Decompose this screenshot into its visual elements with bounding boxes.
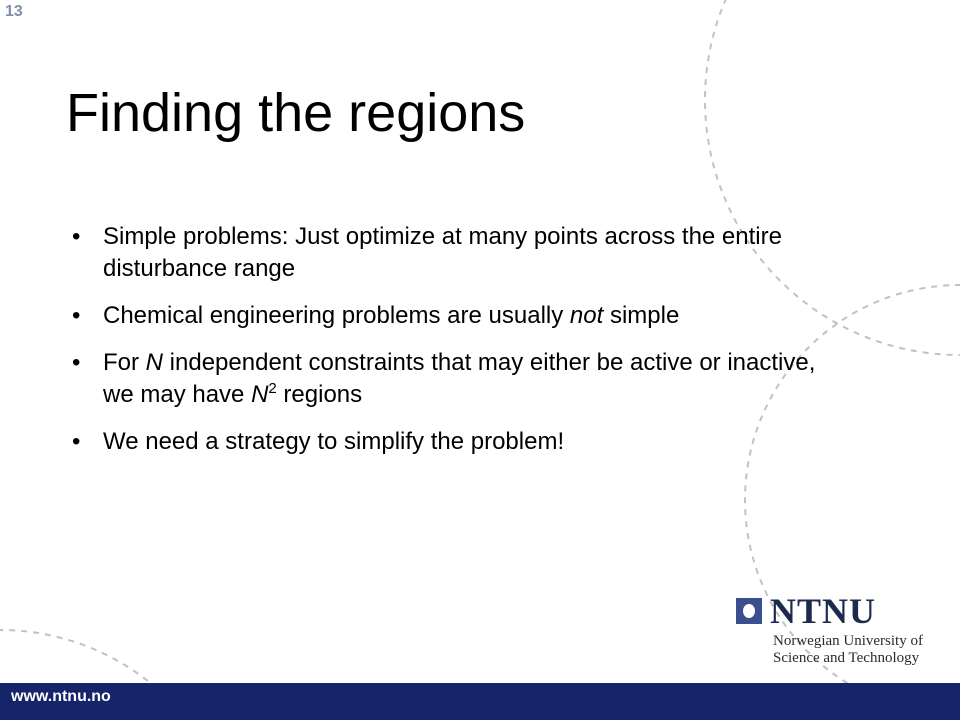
bullet-text: For [103,349,146,376]
slide-title: Finding the regions [66,83,526,143]
ntnu-logo-icon [736,598,762,624]
logo-subtitle [773,633,923,667]
bullet-text: We need a strategy to simplify the problem! [103,428,565,455]
bullet-text: Chemical engineering problems are usually [103,302,570,329]
italic-text: not [569,302,604,329]
italic-text: N [145,349,164,376]
logo-subtitle-line2: Science and Technology [773,650,920,666]
logo-subtitle-line1: Norwegian University of [773,633,923,649]
logo-name: NTNU [770,591,877,631]
superscript: 2 [268,380,277,397]
bullet-text: simple [603,302,680,329]
ntnu-logo [736,591,946,669]
bullet-text: regions [276,381,363,408]
bullet-list [72,221,832,473]
bullet-item [72,300,832,332]
footer-bar [0,683,960,720]
footer-url[interactable]: www.ntnu.no [11,688,111,705]
italic-text: N [251,381,269,408]
bullet-item [72,426,832,458]
bullet-item [72,221,832,285]
slide-number: 13 [5,3,23,20]
bullet-text: independent constraints that may either be active or inactive, we may have [103,349,816,408]
bullet-text: Simple problems: Just optimize at many points across the entire disturbance range [103,223,782,282]
bullet-item [72,347,832,411]
